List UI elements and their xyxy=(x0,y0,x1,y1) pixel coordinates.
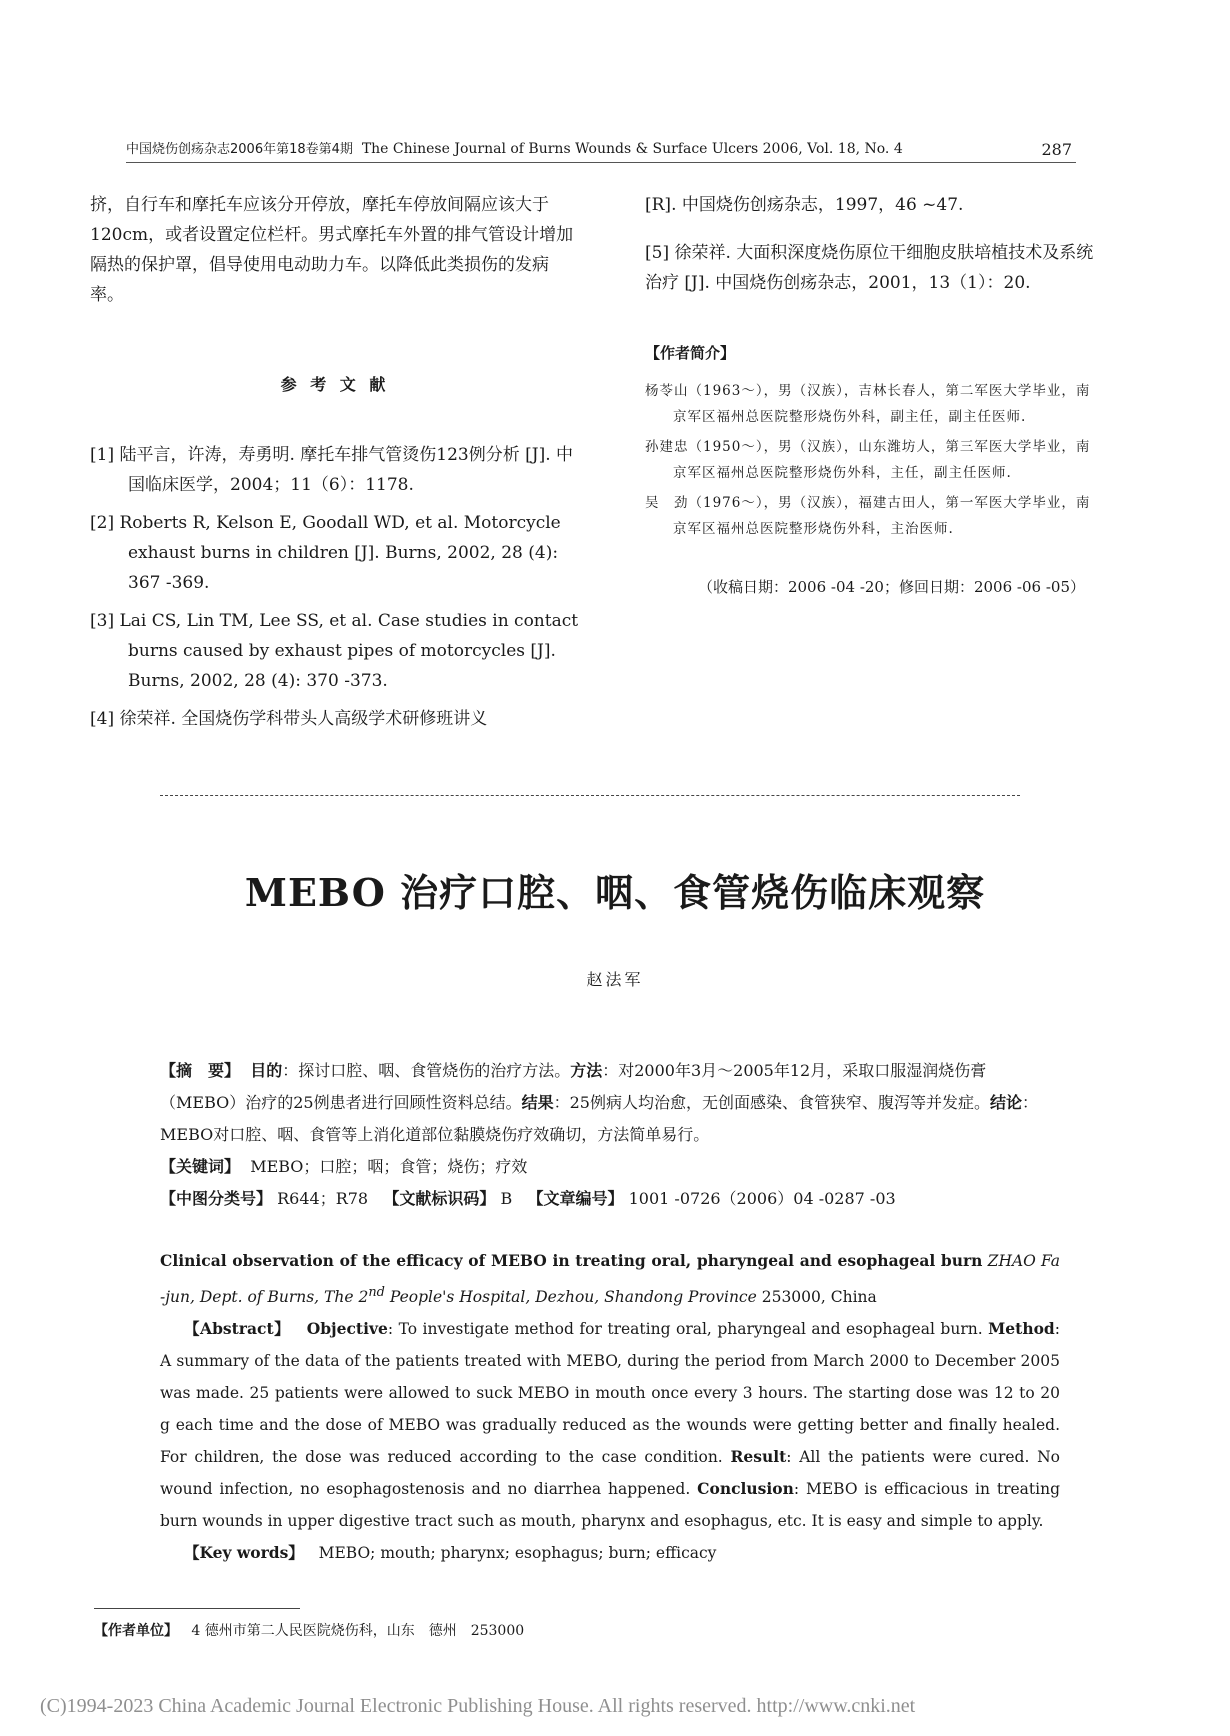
reference-item: [1] 陆平言，许涛，寿勇明. 摩托车排气管烫伤123例分析 [J]. 中国临床医学，2004；11（6）：1178. xyxy=(90,445,574,495)
doc-code-label: 【文献标识码】 xyxy=(383,1189,496,1208)
abstract-en xyxy=(160,1245,1060,1569)
abstract-cn-body xyxy=(160,1055,1060,1151)
objective-text: ：探讨口腔、咽、食管烧伤的治疗方法。 xyxy=(282,1061,571,1080)
objective-label: 目的 xyxy=(250,1061,283,1080)
reference-item: [2] Roberts R, Kelson E, Goodall WD, et al. Motorcycle exhaust burns in children [J]. Burns, 2002, 28 (4): 367 -369. xyxy=(90,513,561,593)
abstract-label: 【摘 要】 xyxy=(160,1061,241,1080)
english-postcode: 253000, China xyxy=(761,1288,877,1307)
running-header xyxy=(126,138,903,157)
english-abstract-body xyxy=(160,1313,1060,1537)
english-title-line xyxy=(160,1245,1060,1313)
result-en-text: : All the patients were cured. No wound infection, no esophagostenosis and no diarrhea happened. xyxy=(160,1448,1060,1499)
article-divider xyxy=(160,795,1020,796)
footnote-rule xyxy=(94,1608,300,1609)
received-dates: （收稿日期：2006 -04 -20；修回日期：2006 -06 -05） xyxy=(697,578,1085,596)
copyright-watermark: (C)1994-2023 China Academic Journal Electronic Publishing House. All rights reserved. http://www.cnki.net xyxy=(40,1695,916,1717)
article-author: 赵法军 xyxy=(586,970,644,989)
page-number: 287 xyxy=(1041,140,1072,159)
result-text: ：25例病人均治愈，无创面感染、食管狭窄、腹泻等并发症。 xyxy=(553,1093,990,1112)
class-label: 【中图分类号】 xyxy=(160,1189,273,1208)
conclusion-label: 结论 xyxy=(990,1093,1023,1112)
keywords-cn-value: MEBO；口腔；咽；食管；烧伤；疗效 xyxy=(250,1157,528,1176)
english-aff-part-2: People's Hospital, Dezhou, Shandong Province xyxy=(384,1288,757,1307)
doc-code-value: B xyxy=(500,1189,513,1208)
right-column xyxy=(645,190,1095,602)
abstract-cn xyxy=(160,1055,1060,1215)
reference-item: [4] 徐荣祥. 全国烧伤学科带头人高级学术研修班讲义 xyxy=(90,709,488,729)
journal-name-cn: 中国烧伤创疡杂志2006年第18卷第4期 xyxy=(126,142,353,157)
author-affiliation-footnote xyxy=(94,1620,524,1640)
article-number-value: 1001 -0726（2006）04 -0287 -03 xyxy=(628,1189,896,1208)
author-bio: 吴 劲（1976～），男（汉族），福建古田人，第一军医大学毕业，南京军区福州总医院整形烧伤外科，主治医师. xyxy=(645,495,1091,537)
left-column xyxy=(90,190,580,742)
reference-item: [5] 徐荣祥. 大面积深度烧伤原位干细胞皮肤培植技术及系统治疗 [J]. 中国烧伤创疡杂志，2001，13（1）：20. xyxy=(645,243,1094,293)
footnote-label: 【作者单位】 xyxy=(94,1623,178,1639)
article-title: MEBO 治疗口腔、咽、食管烧伤临床观察 xyxy=(244,870,986,915)
author-bio: 孙建忠（1950～），男（汉族），山东潍坊人，第三军医大学毕业，南京军区福州总医院整形烧伤外科，主任，副主任医师. xyxy=(645,439,1091,481)
article-number-label: 【文章编号】 xyxy=(527,1189,624,1208)
objective-en-label: Objective xyxy=(306,1319,388,1339)
conclusion-en-label: Conclusion xyxy=(697,1479,794,1499)
method-en-label: Method xyxy=(988,1319,1055,1339)
class-value: R644；R78 xyxy=(277,1189,369,1208)
method-text: ：对2000年3月～2005年12月，采取口服湿润烧伤膏（MEBO）治疗的25例患者进行回顾性资料总结。 xyxy=(160,1061,987,1112)
references-title: 参 考 文 献 xyxy=(280,375,390,394)
method-en-text: : A summary of the data of the patients treated with MEBO, during the period from March 2000 to December 2005 was made. 25 patients were allowed to suck MEBO in mouth once every 3 hours. The starting dose was 12 to 20 g each time and the dose of MEBO was gradually reduced as the wounds were getting better and finally healed. For children, the dose was reduced according to the case condition. xyxy=(160,1320,1060,1467)
keywords-en-label: 【Key words】 xyxy=(184,1543,304,1563)
keywords-cn-label: 【关键词】 xyxy=(160,1157,241,1176)
result-en-label: Result xyxy=(730,1447,787,1467)
abstract-en-label: 【Abstract】 xyxy=(184,1319,291,1339)
classification-line xyxy=(160,1183,1060,1215)
method-label: 方法 xyxy=(570,1061,603,1080)
conclusion-en-text: : MEBO is efficacious in treating burn wounds in upper digestive tract such as mouth, pharynx and esophagus, etc. It is easy and simple to apply. xyxy=(160,1480,1060,1531)
reference-continuation: [R]. 中国烧伤创疡杂志，1997，46 ~47. xyxy=(645,195,964,215)
keywords-cn xyxy=(160,1151,1060,1183)
english-title: Clinical observation of the efficacy of MEBO in treating oral, pharyngeal and esophageal burn xyxy=(160,1251,983,1270)
result-label: 结果 xyxy=(521,1093,554,1112)
header-rule xyxy=(126,162,1076,163)
reference-item: [3] Lai CS, Lin TM, Lee SS, et al. Case studies in contact burns caused by exhaust pipes of motorcycles [J]. Burns, 2002, 28 (4): 370 -373. xyxy=(90,611,579,691)
keywords-en-value: MEBO; mouth; pharynx; esophagus; burn; efficacy xyxy=(318,1544,717,1563)
footnote-value: 4 德州市第二人民医院烧伤科，山东 德州 253000 xyxy=(191,1623,525,1639)
english-aff-part-1: ZHAO Fa -jun, Dept. of Burns, The 2 xyxy=(160,1252,1060,1307)
objective-en-text: : To investigate method for treating oral, pharyngeal and esophageal burn. xyxy=(387,1320,983,1339)
author-bio: 杨苓山（1963～），男（汉族），吉林长春人，第二军医大学毕业，南京军区福州总医院整形烧伤外科，副主任，副主任医师. xyxy=(645,383,1091,425)
closing-paragraph: 挤，自行车和摩托车应该分开停放，摩托车停放间隔应该大于120cm，或者设置定位栏杆。男式摩托车外置的排气管设计增加隔热的保护罩，倡导使用电动助力车。以降低此类损伤的发病率。 xyxy=(90,195,574,305)
conclusion-text: ：MEBO对口腔、咽、食管等上消化道部位黏膜烧伤疗效确切，方法简单易行。 xyxy=(160,1093,1039,1144)
author-bio-title: 【作者简介】 xyxy=(645,344,736,362)
keywords-en xyxy=(160,1537,1060,1569)
english-aff-sup: nd xyxy=(368,1285,385,1300)
journal-name-en: The Chinese Journal of Burns Wounds & Surface Ulcers 2006, Vol. 18, No. 4 xyxy=(361,141,903,157)
